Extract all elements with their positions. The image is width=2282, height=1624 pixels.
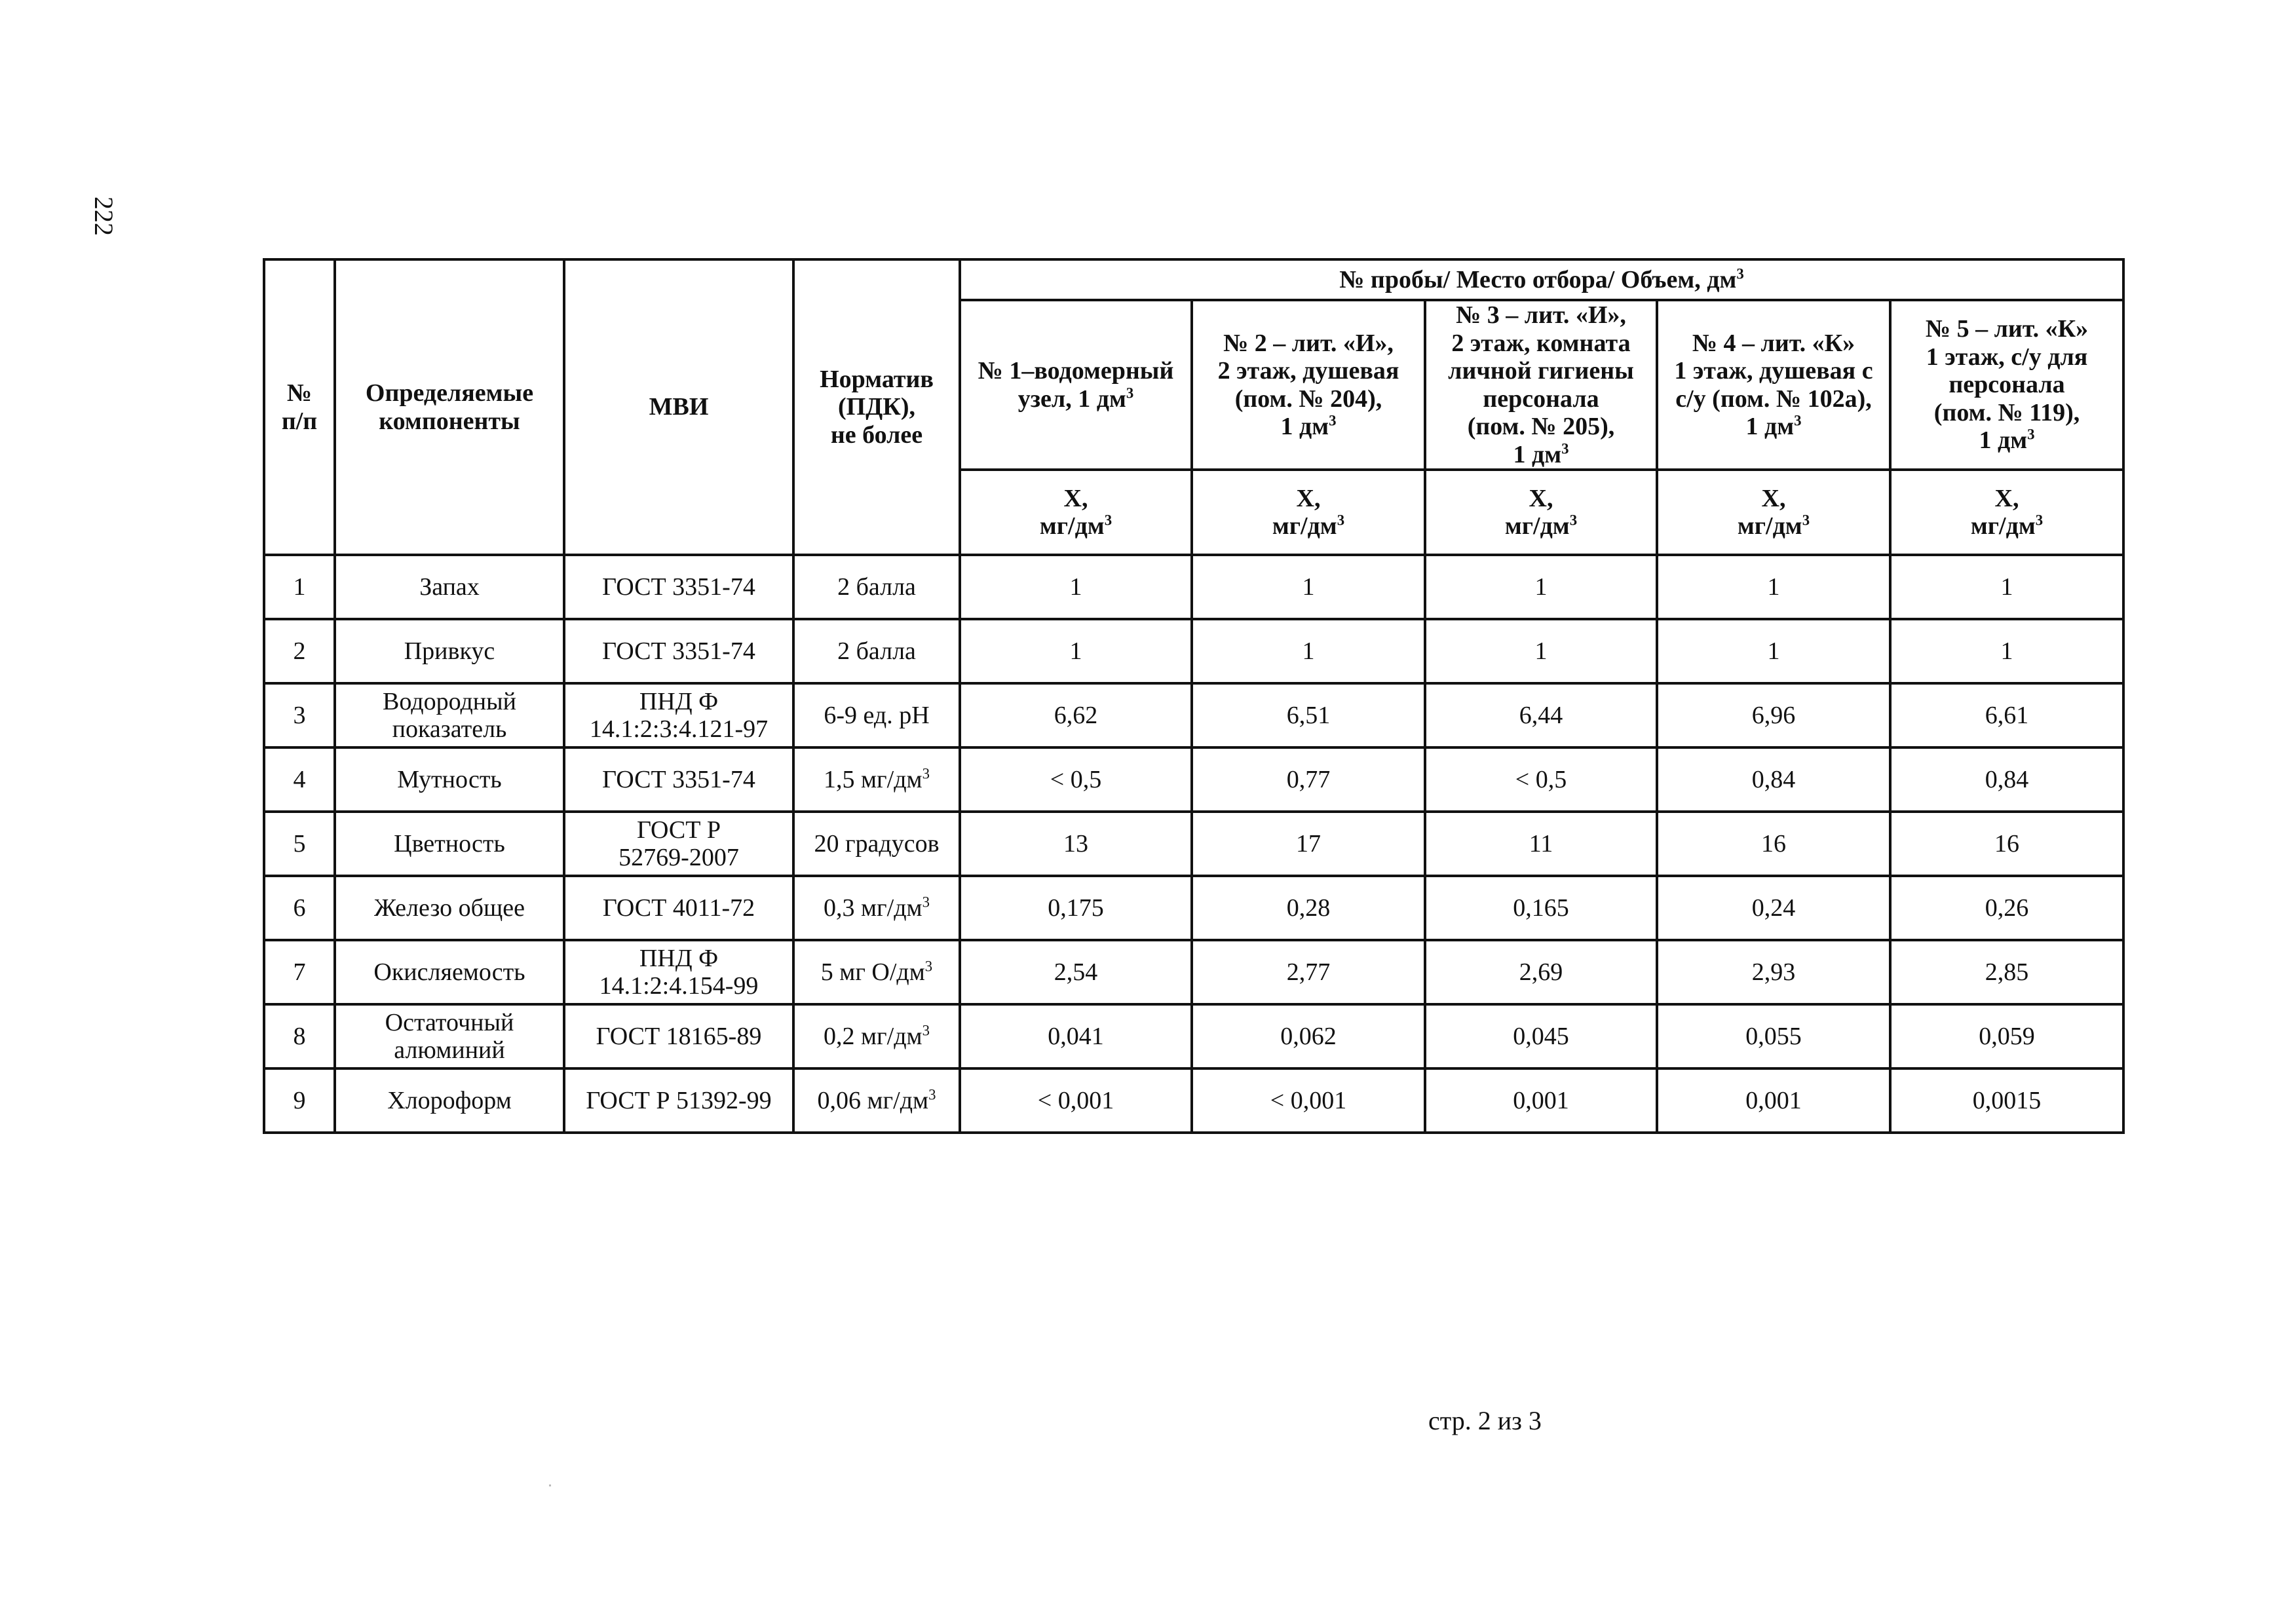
unit-superscript: 3 [1104,512,1112,529]
text-line: ГОСТ 3351-74 [602,766,755,793]
text-line-main: мг/дм [1272,512,1337,540]
text-line: показатель [392,715,507,744]
cell-value-sample-5: 0,0015 [1890,1068,2123,1133]
text-line [1664,413,1884,441]
text-line: п/п [281,407,318,435]
header-row [264,259,2123,300]
cell-value-sample-1: 0,041 [960,1004,1192,1068]
unit-superscript: 3 [2027,426,2035,443]
text-line-main: 1 дм [1979,426,2028,455]
cell-value-sample-1: 13 [960,812,1192,876]
text-line [966,512,1185,540]
text-line [1432,512,1650,540]
text-line: (пом. № 205), [1467,413,1615,441]
text-line: (ПДК), [837,393,916,421]
cell-num: 9 [264,1068,335,1133]
cell-value-sample-3: 0,165 [1425,876,1657,940]
text-line: Норматив [820,365,934,393]
cell-norm [793,940,960,1004]
cell-component [335,619,564,683]
text-line [1198,413,1418,441]
cell-value-sample-4: 16 [1657,812,1890,876]
cell-value-sample-5: 1 [1890,619,2123,683]
text-line: № 1–водомерный [978,357,1174,385]
text-line: № 3 – лит. «И», [1456,301,1626,329]
cell-method [564,876,793,940]
text-line: Х, [1761,484,1786,512]
page-number: 222 [89,197,119,236]
text-line: 1 этаж, душевая с [1674,357,1873,385]
cell-value-sample-2: 17 [1192,812,1425,876]
text-line: № 5 – лит. «К» [1925,315,2089,343]
cell-value-sample-4: 0,24 [1657,876,1890,940]
text-line: ГОСТ Р 51392-99 [586,1087,772,1114]
norm-value: 2 балла [837,637,916,665]
text-line: Определяемые [365,379,534,407]
cell-method [564,747,793,812]
text-line: алюминий [394,1036,505,1065]
header-sample-5 [1890,300,2123,470]
cell-num: 2 [264,619,335,683]
cell-value-sample-3: 11 [1425,812,1657,876]
text-line: (пом. № 119), [1933,398,2080,426]
header-sample-3 [1425,300,1657,470]
cell-value-sample-3: 6,44 [1425,683,1657,747]
cell-norm [793,876,960,940]
text-line-main: мг/дм [1504,512,1570,540]
text-line: 14.1:2:4.154-99 [599,972,759,1000]
text-line: не более [830,421,923,449]
table-row [264,619,2123,683]
cell-component [335,555,564,619]
cell-norm [793,812,960,876]
header-unit [1192,470,1425,555]
cell-value-sample-5: 0,26 [1890,876,2123,940]
header-unit [1657,470,1890,555]
cell-norm [793,619,960,683]
text-line: с/у (пом. № 102а), [1675,385,1872,413]
cell-value-sample-3: 0,001 [1425,1068,1657,1133]
results-table [263,258,2125,1134]
table-row [264,683,2123,747]
cell-value-sample-4: 6,96 [1657,683,1890,747]
norm-value: 5 мг О/дм [820,958,925,986]
text-line: личной гигиены [1448,357,1634,385]
unit-superscript: 3 [1736,265,1744,282]
cell-value-sample-1: 1 [960,619,1192,683]
text-line: Запах [419,573,480,601]
cell-num: 1 [264,555,335,619]
text-line [1897,426,2117,455]
text-line-main: 1 дм [1745,413,1795,441]
header-unit [960,470,1192,555]
cell-component [335,1004,564,1068]
text-line: № 2 – лит. «И», [1223,329,1394,357]
cell-component [335,683,564,747]
cell-num: 3 [264,683,335,747]
cell-value-sample-5: 2,85 [1890,940,2123,1004]
text-line: персонала [1949,371,2065,399]
group-title: № пробы/ Место отбора/ Объем, дм [1339,265,1737,293]
cell-value-sample-2: 0,28 [1192,876,1425,940]
cell-norm [793,683,960,747]
text-line: Остаточный [385,1008,514,1036]
text-line: № [286,379,313,407]
text-line: Мутность [397,766,502,793]
header-unit [1425,470,1657,555]
text-line-main: узел, 1 дм [1017,385,1126,413]
text-line: персонала [1483,385,1599,413]
cell-value-sample-2: 6,51 [1192,683,1425,747]
unit-superscript: 3 [1337,512,1345,529]
text-line-main: мг/дм [1970,512,2036,540]
cell-value-sample-1: < 0,001 [960,1068,1192,1133]
norm-value: 1,5 мг/дм [824,766,922,793]
cell-value-sample-5: 6,61 [1890,683,2123,747]
cell-num: 6 [264,876,335,940]
cell-component [335,812,564,876]
cell-value-sample-1: < 0,5 [960,747,1192,812]
cell-value-sample-5: 0,059 [1890,1004,2123,1068]
cell-norm [793,747,960,812]
text-line: 14.1:2:3:4.121-97 [589,715,769,744]
table-row [264,555,2123,619]
cell-method [564,812,793,876]
cell-value-sample-3: < 0,5 [1425,747,1657,812]
header-sample-1 [960,300,1192,470]
text-line [1198,512,1418,540]
unit-superscript: 3 [922,894,930,911]
header-norm [793,259,960,555]
cell-num: 4 [264,747,335,812]
text-line: Хлороформ [387,1087,512,1114]
text-line-main: 1 дм [1280,413,1329,441]
cell-component [335,876,564,940]
cell-value-sample-4: 0,84 [1657,747,1890,812]
page-footer: стр. 2 из 3 [1428,1406,1542,1435]
cell-value-sample-2: < 0,001 [1192,1068,1425,1133]
norm-value: 20 градусов [814,830,940,858]
text-line: 2 этаж, комната [1451,329,1631,357]
cell-value-sample-5: 0,84 [1890,747,2123,812]
text-line: Цветность [394,830,505,858]
text-line: Х, [1529,484,1553,512]
header-unit [1890,470,2123,555]
text-line [1664,512,1884,540]
text-line: Железо общее [374,894,525,922]
cell-value-sample-4: 0,055 [1657,1004,1890,1068]
text-line: Х, [1063,484,1088,512]
text-line: компоненты [379,407,520,435]
cell-value-sample-1: 1 [960,555,1192,619]
cell-value-sample-5: 16 [1890,812,2123,876]
text-line: 2 этаж, душевая [1217,357,1399,385]
text-line-main: 1 дм [1513,440,1562,468]
text-line: ГОСТ 3351-74 [602,573,755,601]
table-row [264,747,2123,812]
cell-norm [793,555,960,619]
text-line: № 4 – лит. «К» [1692,329,1855,357]
text-line: Х, [1994,484,2019,512]
cell-value-sample-3: 1 [1425,619,1657,683]
text-line: ГОСТ 3351-74 [602,637,755,665]
cell-value-sample-3: 1 [1425,555,1657,619]
text-line: ГОСТ Р [636,816,721,844]
norm-value: 0,06 мг/дм [817,1087,929,1114]
unit-superscript: 3 [1802,512,1810,529]
table-row [264,1004,2123,1068]
cell-value-sample-2: 0,062 [1192,1004,1425,1068]
text-line: 1 этаж, с/у для [1926,343,2088,371]
cell-value-sample-1: 6,62 [960,683,1192,747]
cell-num: 7 [264,940,335,1004]
cell-method [564,1004,793,1068]
table-row [264,812,2123,876]
cell-component [335,747,564,812]
text-line: Привкус [404,637,495,665]
cell-value-sample-4: 1 [1657,555,1890,619]
cell-value-sample-2: 0,77 [1192,747,1425,812]
table-row [264,876,2123,940]
table-row [264,940,2123,1004]
unit-superscript: 3 [1329,412,1337,429]
unit-superscript: 3 [1561,440,1569,457]
norm-value: 2 балла [837,573,916,601]
unit-superscript: 3 [922,765,930,782]
text-line [1432,441,1650,469]
cell-method [564,940,793,1004]
scan-speck [549,1484,551,1486]
unit-superscript: 3 [2035,512,2044,529]
header-sample-2 [1192,300,1425,470]
header-sample-4 [1657,300,1890,470]
unit-superscript: 3 [1126,384,1134,401]
cell-method [564,683,793,747]
cell-value-sample-3: 2,69 [1425,940,1657,1004]
cell-value-sample-1: 2,54 [960,940,1192,1004]
header-samples-group [960,259,2123,300]
cell-value-sample-5: 1 [1890,555,2123,619]
text-line-main: мг/дм [1039,512,1105,540]
text-line: 52769-2007 [618,844,739,872]
text-line: ГОСТ 18165-89 [596,1023,762,1050]
unit-superscript: 3 [1794,412,1802,429]
unit-superscript: 3 [928,1086,936,1103]
text-line: Окисляемость [373,958,525,986]
cell-component [335,1068,564,1133]
table-row [264,1068,2123,1133]
cell-value-sample-4: 2,93 [1657,940,1890,1004]
text-line: ПНД Ф [639,944,719,972]
cell-value-sample-1: 0,175 [960,876,1192,940]
cell-component [335,940,564,1004]
text-line: ПНД Ф [639,687,719,715]
cell-norm [793,1068,960,1133]
cell-num: 5 [264,812,335,876]
text-line [966,385,1185,413]
cell-value-sample-2: 2,77 [1192,940,1425,1004]
cell-norm [793,1004,960,1068]
text-line: Х, [1296,484,1321,512]
text-line: ГОСТ 4011-72 [602,894,755,922]
norm-value: 6-9 ед. pH [824,702,930,729]
text-line: Водородный [382,687,517,715]
cell-method [564,1068,793,1133]
header-method: МВИ [564,259,793,555]
cell-method [564,619,793,683]
unit-superscript: 3 [924,958,933,975]
cell-value-sample-4: 0,001 [1657,1068,1890,1133]
cell-value-sample-3: 0,045 [1425,1004,1657,1068]
cell-value-sample-2: 1 [1192,555,1425,619]
cell-method [564,555,793,619]
norm-value: 0,2 мг/дм [824,1023,922,1050]
cell-value-sample-4: 1 [1657,619,1890,683]
unit-superscript: 3 [922,1022,930,1039]
header-component [335,259,564,555]
header-num [264,259,335,555]
text-line-main: мг/дм [1737,512,1802,540]
text-line: (пом. № 204), [1234,385,1382,413]
cell-num: 8 [264,1004,335,1068]
unit-superscript: 3 [1569,512,1578,529]
norm-value: 0,3 мг/дм [824,894,922,922]
cell-value-sample-2: 1 [1192,619,1425,683]
text-line [1897,512,2117,540]
